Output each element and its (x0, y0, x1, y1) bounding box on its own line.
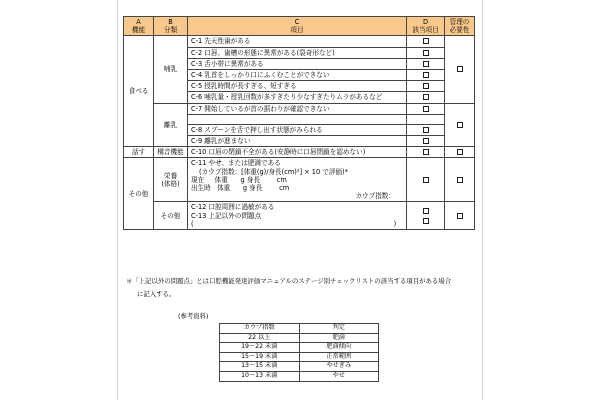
checkbox-c2[interactable] (423, 50, 429, 56)
function-speaking: 話す (124, 147, 154, 158)
category-nutrition: 栄養 (体格) (154, 158, 188, 202)
ref-cell: 15～19 未満 (220, 352, 300, 362)
ref-cell: やせぎみ (299, 362, 379, 372)
footnote: ＊「上記以外の問題点」とは口腔機能発達評価マニュアルのステージ別チェックリストの該当する項目がある場合 (126, 277, 452, 285)
item-c11-block (188, 158, 407, 202)
item-c13: C-13 上記以外の問題点 (191, 211, 262, 220)
ref-cell: 10～13 未満 (220, 371, 300, 381)
table-row (220, 352, 379, 362)
ref-header-judgement: 判定 (299, 324, 379, 334)
reference-title: (参考資料) (178, 312, 209, 320)
checkbox-weaning-need[interactable] (457, 122, 463, 128)
checkbox-c1[interactable] (423, 38, 429, 44)
measure-birth: 出生時 体重 g 身長 cm (191, 184, 290, 193)
checkbox-c10[interactable] (423, 149, 429, 155)
header-function: A 機能 (124, 17, 154, 36)
table-row (220, 371, 379, 381)
checkbox-c9[interactable] (423, 138, 429, 144)
category-weaning: 離乳 (154, 103, 188, 147)
measure-now: 現在 体重 g 身長 cm (191, 175, 287, 184)
checklist-table (123, 16, 475, 230)
item-c8: C-8 スプーンを舌で押し出す状態がみられる (188, 124, 407, 135)
kaup-formula: (カウプ指数：[体重(g)/身長(cm)²] × 10 で評価)* (199, 167, 348, 176)
checkbox-c8[interactable] (423, 127, 429, 133)
footnote-continued: に記入する。 (137, 290, 176, 298)
checkbox-c12[interactable] (423, 208, 429, 214)
checkbox-c13[interactable] (423, 218, 429, 224)
item-c10: C-10 口唇の閉鎖不全がある(安静時に口唇閉鎖を認めない) (188, 147, 407, 158)
item-c1: C-1 先天性歯がある (188, 36, 407, 47)
category-other: その他 (154, 202, 188, 230)
header-item: C 項目 (188, 17, 407, 36)
header-row (124, 17, 475, 36)
ref-cell: 13～15 未満 (220, 362, 300, 372)
checkbox-c11[interactable] (423, 177, 429, 183)
table-row (124, 147, 475, 158)
item-c12-c13-block (188, 202, 407, 230)
item-c2: C-2 口唇、歯槽の形態に異常がある(裂奇形など) (188, 47, 407, 58)
item-c5: C-5 授乳時間が長すぎる、短すぎる (188, 81, 407, 92)
ref-cell: 19～22 未満 (220, 343, 300, 353)
table-row (124, 158, 475, 202)
checkbox-articulation-need[interactable] (457, 149, 463, 155)
ref-header-index: カウプ指数 (220, 324, 300, 334)
checkbox-other-need[interactable] (457, 213, 463, 219)
spacer (188, 114, 407, 124)
table-row (220, 343, 379, 353)
category-nursing: 哺乳 (154, 36, 188, 103)
checkbox-c4[interactable] (423, 72, 429, 78)
checkbox-nutrition-need[interactable] (457, 177, 463, 183)
ref-cell: 肥満 (299, 333, 379, 343)
table-row (124, 202, 475, 230)
checkbox-c7[interactable] (423, 106, 429, 112)
item-c11: C-11 やせ、または肥満である (191, 159, 281, 168)
checkbox-c5[interactable] (423, 83, 429, 89)
function-eating: 食べる (124, 36, 154, 147)
header-applicable: D 該当項目 (407, 17, 445, 36)
header-category: B 分類 (154, 17, 188, 36)
item-c12: C-12 口腔周囲に過敏がある (191, 203, 275, 212)
table-row (220, 333, 379, 343)
item-c7: C-7 開始しているが首の据わりが確認できない (188, 103, 407, 114)
item-c6: C-6 哺乳量・授乳回数が多すぎたり少なすぎたりムラがあるなど (188, 92, 407, 103)
item-c3: C-3 舌小帯に異常がある (188, 58, 407, 69)
table-row (124, 103, 475, 114)
item-c9: C-9 離乳が進まない (188, 136, 407, 147)
table-row (220, 324, 379, 334)
table-row (124, 36, 475, 47)
item-c4: C-4 乳首をしっかり口にふくむことができない (188, 70, 407, 81)
header-management-need: 管理の 必要性 (445, 17, 475, 36)
checkbox-nursing-need[interactable] (457, 66, 463, 72)
kaup-index: カウプ指数： (355, 192, 395, 201)
ref-cell: 正常範囲 (299, 352, 379, 362)
ref-cell: 22 以上 (220, 333, 300, 343)
ref-cell: やせ (299, 371, 379, 381)
table-row (220, 362, 379, 372)
category-articulation: 構音機能 (154, 147, 188, 158)
ref-cell: 肥満傾向 (299, 343, 379, 353)
other-problem-field[interactable]: ( ) (191, 219, 397, 228)
checkbox-c3[interactable] (423, 61, 429, 67)
checkbox-c6[interactable] (423, 94, 429, 100)
function-other: その他 (124, 158, 154, 230)
kaup-reference-table (219, 323, 379, 382)
